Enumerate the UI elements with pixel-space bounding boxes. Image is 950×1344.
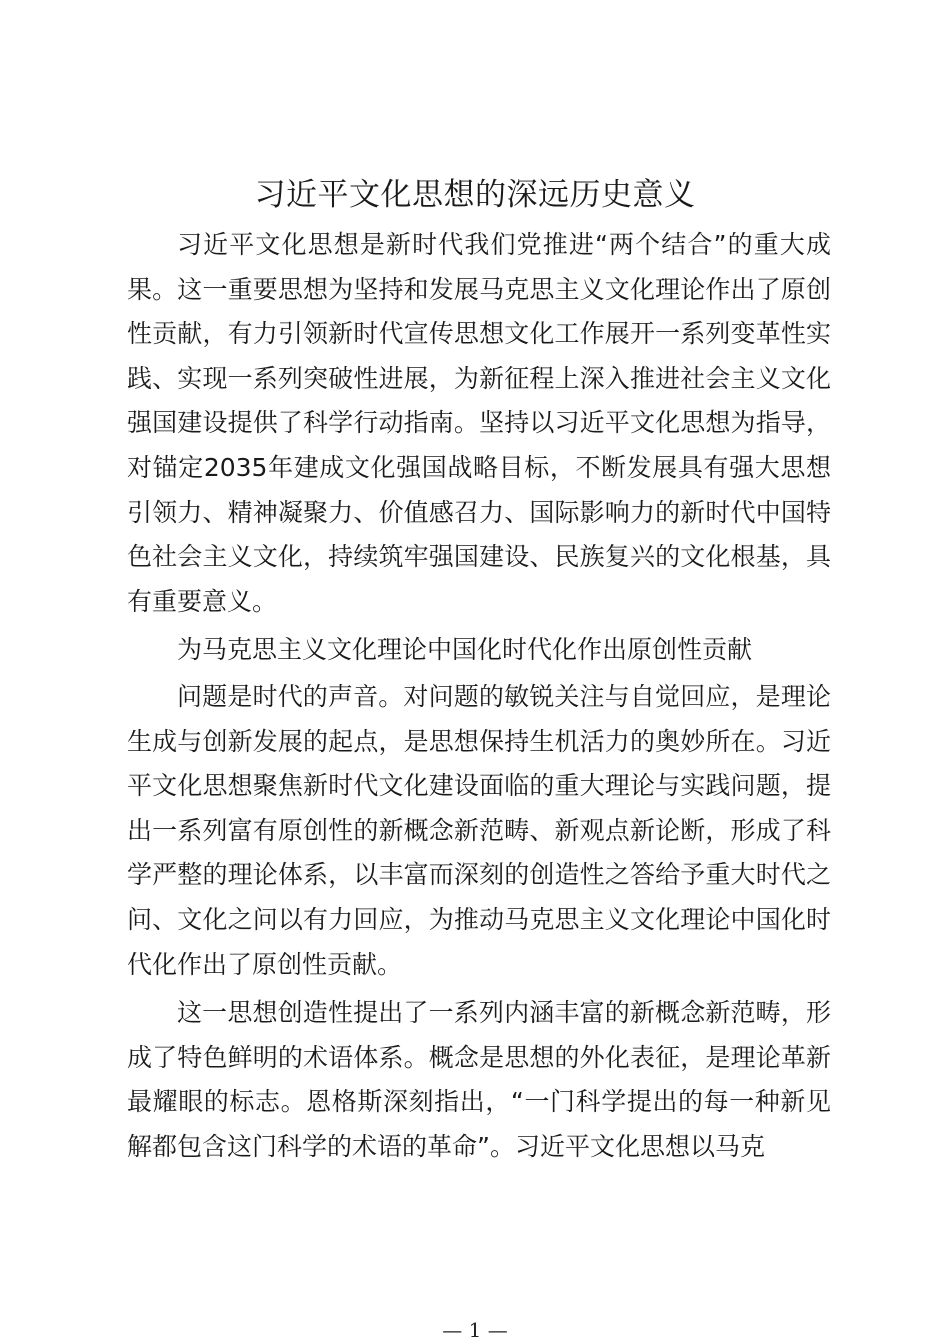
- paragraph-concepts: 这一思想创造性提出了一系列内涵丰富的新概念新范畴，形成了特色鲜明的术语体系。概念是思想的外化表征，是理论革新最耀眼的标志。恩格斯深刻指出，“一门科学提出的每一种新见解都包含这门科学的术语的革命”。习近平文化思想以马克: [127, 998, 831, 1161]
- page-number: — 1 —: [442, 1318, 508, 1342]
- document-body: [127, 223, 831, 1173]
- paragraph-intro: 习近平文化思想是新时代我们党推进“两个结合”的重大成果。这一重要思想为坚持和发展马克思主义文化理论作出了原创性贡献，有力引领新时代宣传思想文化工作展开一系列变革性实践、实现一系列突破性进展，为新征程上深入推进社会主义文化强国建设提供了科学行动指南。坚持以习近平文化思想为指导，对锚定2035年建成文化强国战略目标，不断发展具有强大思想引领力、精神凝聚力、价值感召力、国际影响力的新时代中国特色社会主义文化，持续筑牢强国建设、民族复兴的文化根基，具有重要意义。: [127, 230, 831, 616]
- document-title: 习近平文化思想的深远历史意义: [254, 177, 696, 213]
- paragraph-problem: 问题是时代的声音。对问题的敏锐关注与自觉回应，是理论生成与创新发展的起点，是思想保持生机活力的奥妙所在。习近平文化思想聚焦新时代文化建设面临的重大理论与实践问题，提出一系列富有原创性的新概念新范畴、新观点新论断，形成了科学严整的理论体系，以丰富而深刻的创造性之答给予重大时代之问、文化之问以有力回应，为推动马克思主义文化理论中国化时代化作出了原创性贡献。: [127, 681, 831, 979]
- section-heading: 为马克思主义文化理论中国化时代化作出原创性贡献: [177, 635, 753, 665]
